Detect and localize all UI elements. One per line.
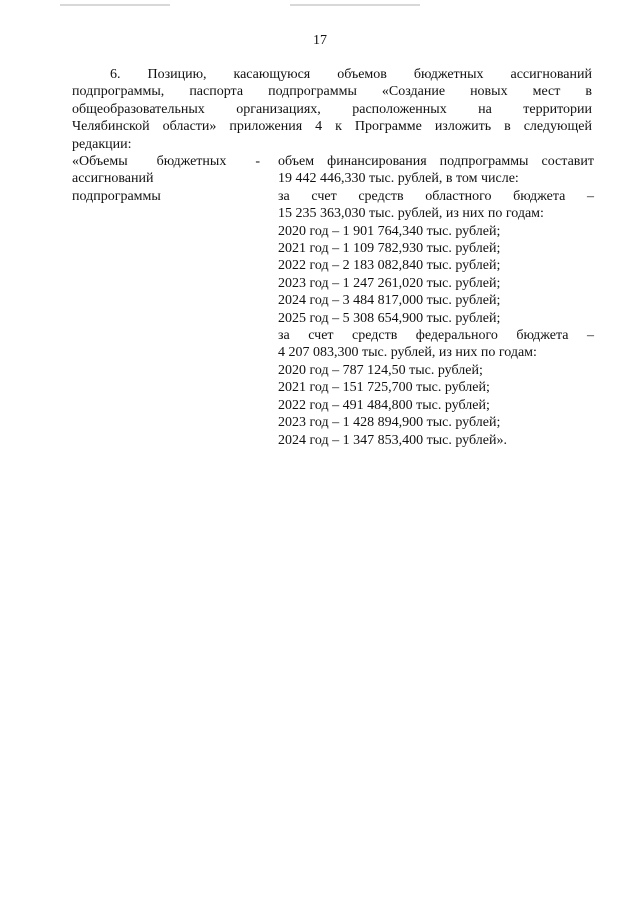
paragraph-line: редакции: — [72, 136, 132, 152]
value-line: 2024 год – 1 347 853,400 тыс. рублей». — [278, 432, 507, 448]
table-value-column — [278, 153, 594, 449]
scan-artifact — [290, 4, 420, 6]
amendment-paragraph — [72, 66, 592, 153]
page-number: 17 — [313, 33, 327, 48]
paragraph-line: Челябинской области» приложения 4 к Программе изложить в следующей — [72, 119, 592, 135]
value-line: 2020 год – 787 124,50 тыс. рублей; — [278, 362, 483, 378]
value-line: 4 207 083,300 тыс. рублей, из них по годам: — [278, 345, 537, 361]
value-line: 19 442 446,330 тыс. рублей, в том числе: — [278, 171, 519, 187]
value-line: 2020 год – 1 901 764,340 тыс. рублей; — [278, 223, 501, 239]
value-line: 2025 год – 5 308 654,900 тыс. рублей; — [278, 310, 501, 326]
paragraph-line: подпрограммы, паспорта подпрограммы «Создание новых мест в — [72, 84, 592, 100]
value-line: 15 235 363,030 тыс. рублей, из них по годам: — [278, 206, 544, 222]
label-line: ассигнований — [72, 171, 154, 187]
value-line: за счет средств федерального бюджета – — [278, 328, 594, 344]
value-line: 2024 год – 3 484 817,000 тыс. рублей; — [278, 293, 501, 309]
paragraph-line: общеобразовательных организациях, расположенных на территории — [72, 101, 592, 117]
label-line: «Объемы бюджетных - — [72, 154, 260, 169]
value-line: 2022 год – 491 484,800 тыс. рублей; — [278, 397, 490, 413]
value-line: 2023 год – 1 428 894,900 тыс. рублей; — [278, 415, 501, 431]
value-line: 2022 год – 2 183 082,840 тыс. рублей; — [278, 258, 501, 274]
paragraph-line: 6. Позицию, касающуюся объемов бюджетных ассигнований — [110, 67, 592, 82]
table-label-column — [72, 153, 260, 205]
label-line: подпрограммы — [72, 188, 161, 204]
value-line: 2023 год – 1 247 261,020 тыс. рублей; — [278, 275, 501, 291]
scan-artifact — [60, 4, 170, 6]
value-line: за счет средств областного бюджета – — [278, 188, 594, 204]
value-line: объем финансирования подпрограммы составит — [278, 154, 594, 169]
value-line: 2021 год – 1 109 782,930 тыс. рублей; — [278, 241, 501, 257]
value-line: 2021 год – 151 725,700 тыс. рублей; — [278, 380, 490, 396]
